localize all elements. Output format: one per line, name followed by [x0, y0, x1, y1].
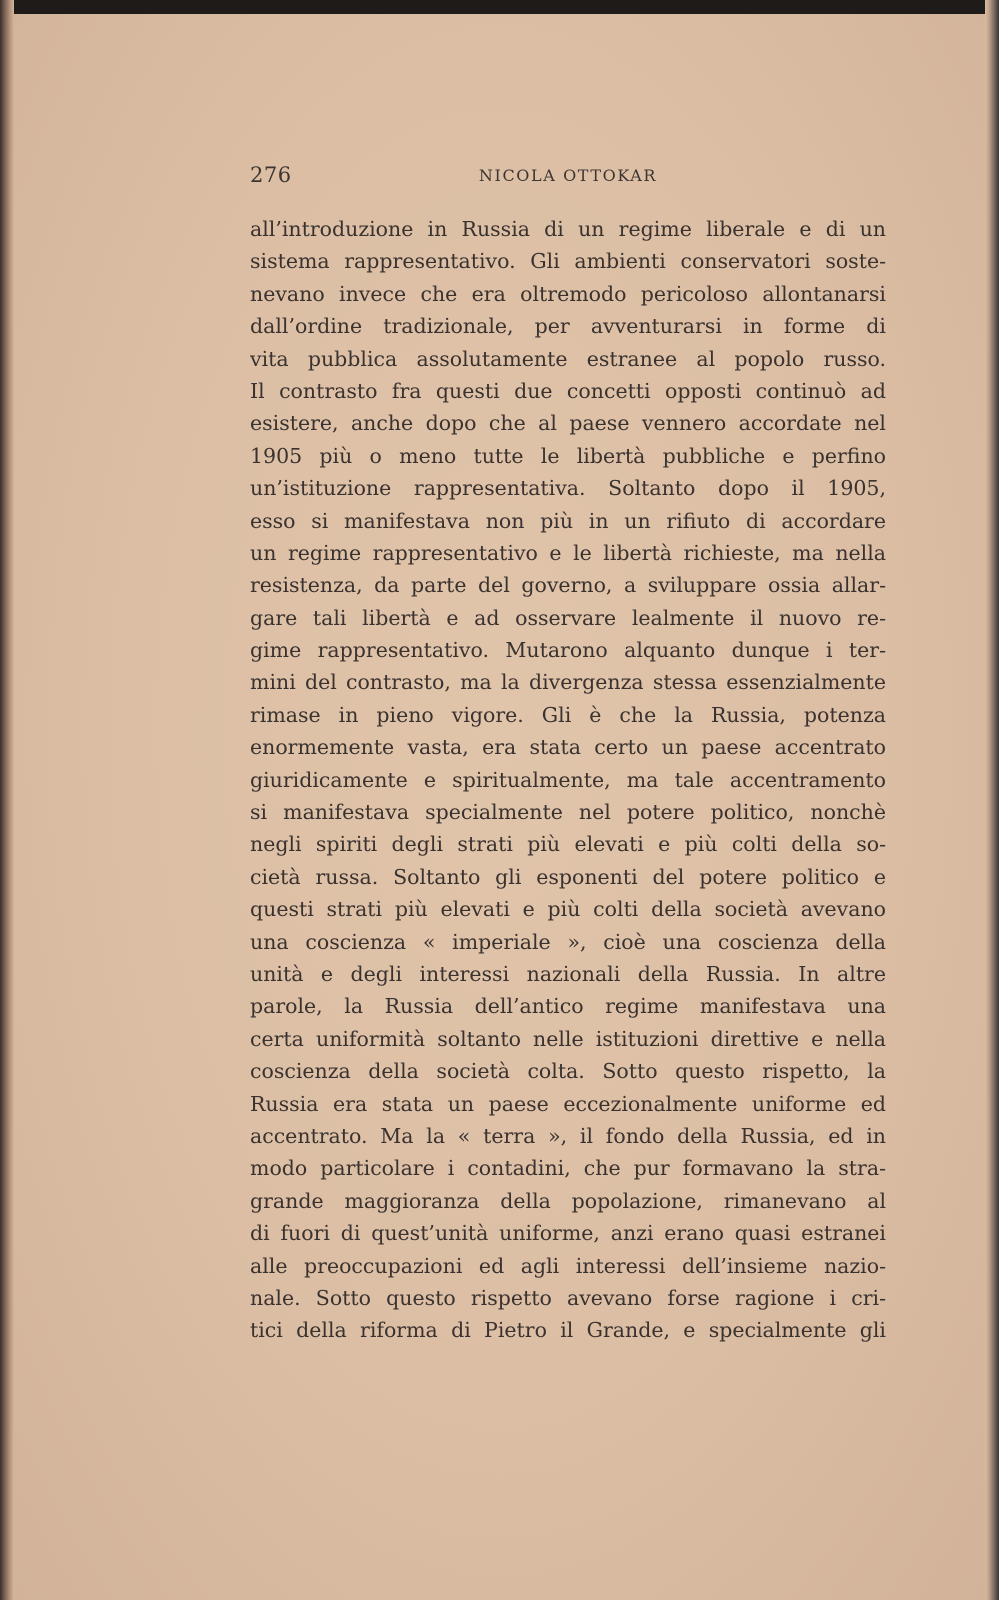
text-line: enormemente vasta, era stata certo un paese accentrato	[250, 735, 886, 760]
text-line: unità e degli interessi nazionali della Russia. In altre	[250, 961, 886, 986]
text-line: sistema rappresentativo. Gli ambienti conservatori soste-	[250, 249, 886, 274]
page-number: 276	[250, 163, 292, 187]
text-line: accentrato. Ma la « terra », il fondo della Russia, ed in	[250, 1123, 886, 1148]
text-line: esso si manifestava non più in un rifiuto di accordare	[250, 508, 886, 533]
text-line: mini del contrasto, ma la divergenza stessa essenzialmente	[250, 670, 886, 695]
text-line: tici della riforma di Pietro il Grande, e specialmente gli	[250, 1318, 886, 1343]
text-line: 1905 più o meno tutte le libertà pubbliche e perfino	[250, 443, 886, 468]
book-spine-edge	[0, 0, 14, 1600]
text-line: certa uniformità soltanto nelle istituzioni direttive e nella	[250, 1026, 886, 1051]
text-line: nale. Sotto questo rispetto avevano forse ragione i cri-	[250, 1285, 886, 1310]
text-line: un’istituzione rappresentativa. Soltanto dopo il 1905,	[250, 476, 886, 501]
text-line: vita pubblica assolutamente estranee al popolo russo.	[250, 346, 886, 371]
text-line: modo particolare i contadini, che pur formavano la stra-	[250, 1156, 886, 1181]
text-line: parole, la Russia dell’antico regime manifestava una	[250, 994, 886, 1019]
text-line: esistere, anche dopo che al paese vennero accordate nel	[250, 411, 886, 436]
text-line: all’introduzione in Russia di un regime liberale e di un	[250, 217, 886, 241]
text-line: una coscienza « imperiale », cioè una coscienza della	[250, 929, 886, 954]
text-line: giuridicamente e spiritualmente, ma tale accentramento	[250, 767, 886, 792]
text-line: grande maggioranza della popolazione, rimanevano al	[250, 1188, 886, 1213]
text-line: di fuori di quest’unità uniforme, anzi erano quasi estranei	[250, 1221, 886, 1246]
text-line: questi strati più elevati e più colti della società avevano	[250, 897, 886, 922]
running-title: NICOLA OTTOKAR	[478, 166, 658, 185]
text-line: rimase in pieno vigore. Gli è che la Russia, potenza	[250, 702, 886, 727]
text-line: coscienza della società colta. Sotto questo rispetto, la	[250, 1059, 886, 1084]
text-line: negli spiriti degli strati più elevati e più colti della so-	[250, 832, 886, 857]
text-line: dall’ordine tradizionale, per avventurarsi in forme di	[250, 314, 886, 339]
text-line: gare tali libertà e ad osservare lealmente il nuovo re-	[250, 605, 886, 630]
text-line: si manifestava specialmente nel potere politico, nonchè	[250, 800, 886, 825]
text-line: un regime rappresentativo e le libertà richieste, ma nella	[250, 540, 886, 565]
text-line: alle preoccupazioni ed agli interessi dell’insieme nazio-	[250, 1253, 886, 1278]
text-line: cietà russa. Soltanto gli esponenti del potere politico e	[250, 864, 886, 889]
scan-top-border	[0, 0, 999, 14]
text-line: Russia era stata un paese eccezionalmente uniforme ed	[250, 1091, 886, 1116]
text-line: gime rappresentativo. Mutarono alquanto dunque i ter-	[250, 638, 886, 663]
body-text	[250, 213, 886, 1347]
text-line: nevano invece che era oltremodo pericoloso allontanarsi	[250, 281, 886, 306]
page-right-edge	[985, 0, 999, 1600]
text-line: resistenza, da parte del governo, a sviluppare ossia allar-	[250, 573, 886, 598]
running-head	[250, 163, 886, 193]
text-line: Il contrasto fra questi due concetti opposti continuò ad	[250, 378, 886, 403]
